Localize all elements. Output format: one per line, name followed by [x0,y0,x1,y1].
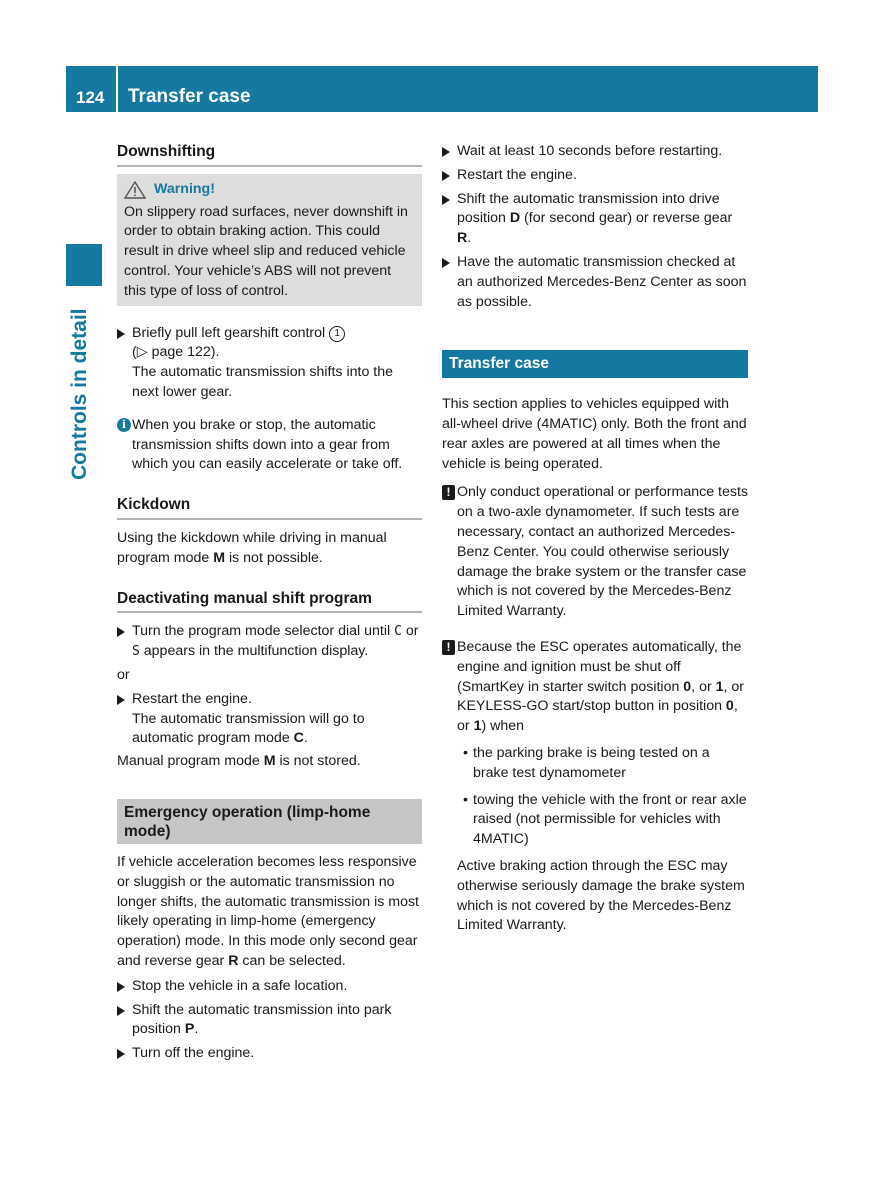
page-title: Transfer case [128,86,251,107]
deactivating-step-2: Restart the engine. The automatic transmission will go to automatic program mode C. [117,690,422,749]
downshifting-heading: Downshifting [117,142,422,167]
esc-closing-text: Active braking action through the ESC may otherwise seriously damage the brake system which is not covered by the Mercedes-Benz Limited Warranty. [457,857,745,934]
step-arrow-icon [117,982,125,992]
display-letter-c: C [394,624,402,640]
exclamation-icon: ! [442,485,455,500]
step-arrow-icon [117,627,125,637]
restart-step-2: Restart the engine. [442,166,748,186]
warning-box [117,174,422,306]
info-note-text: When you brake or stop, the automatic transmission shifts down into a gear from which you can easily accelerate or take off. [132,416,403,473]
warning-title [124,180,415,200]
exclamation-icon: ! [442,640,455,655]
restart-step-3: Shift the automatic transmission into drive position D (for second gear) or reverse gear R. [442,190,748,249]
info-note [117,416,422,475]
warning-text: On slippery road surfaces, never downshift in order to obtain braking action. This could result in drive wheel slip and reduced vehicle control. Your vehicle’s ABS will not prevent this type of loss of control. [124,203,408,299]
display-letter-s: S [132,644,140,660]
kickdown-heading: Kickdown [117,495,422,520]
left-column [117,142,422,1064]
step-arrow-icon [117,695,125,705]
list-item: • the parking brake is being tested on a brake test dynamometer [463,744,710,781]
right-column [442,142,748,936]
step-arrow-icon [117,1049,125,1059]
deactivating-step-1: Turn the program mode selector dial until C or S appears in the multifunction display. [117,622,422,662]
page-header [66,66,818,112]
emergency-text: If vehicle acceleration becomes less responsive or sluggish or the automatic transmission no longer shifts, the automatic transmission is most likely operating in limp-home (emergency operation) mode. In this mode only second gear and reverse gear R can be selected. [117,853,419,969]
caution-note-1: ! Only conduct operational or performance tests on a two-axle dynamometer. If such tests are necessary, contact an authorized Mercedes-Benz Center. You could otherwise seriously damage the brake system or the transfer case which is not covered by the Mercedes-Benz Limited Warranty. [442,483,748,622]
emergency-step-2: Shift the automatic transmission into park position P. [117,1001,422,1041]
bullet-dot-icon: • [463,791,468,808]
step-arrow-icon [442,147,450,157]
warning-triangle-icon [124,181,146,199]
step-arrow-icon [117,1006,125,1016]
transfer-case-heading: Transfer case [442,350,748,378]
kickdown-text: Using the kickdown while driving in manual program mode M is not possible. [117,529,387,566]
restart-step-4: Have the automatic transmission checked at an authorized Mercedes-Benz Center as soon as possible. [442,253,748,312]
callout-1-icon: 1 [329,326,345,342]
deactivating-heading: Deactivating manual shift program [117,589,422,614]
caution-note-2: ! Because the ESC operates automatically, the engine and ignition must be shut off (SmartKey in starter switch position 0, or 1, or KEYLESS-GO start/stop button in position 0, or 1) when [442,638,748,737]
section-side-label: Controls in detail [68,308,91,480]
emergency-step-3: Turn off the engine. [117,1044,422,1064]
header-divider [116,66,118,112]
page-reference-link[interactable]: (▷ page 122). [132,344,220,361]
step-arrow-icon [442,195,450,205]
bullet-list [442,744,748,936]
restart-step-1: Wait at least 10 seconds before restarting. [442,142,748,162]
bullet-dot-icon: • [463,744,468,761]
emergency-heading: Emergency operation (limp-home mode) [117,799,422,844]
downshift-step-result: The automatic transmission shifts into the next lower gear. [132,364,394,400]
page-number: 124 [76,88,105,107]
warning-title-text: Warning! [154,180,215,197]
downshift-step [117,324,422,403]
info-icon: i [117,418,131,432]
step-arrow-icon [442,258,450,268]
emergency-step-1: Stop the vehicle in a safe location. [117,977,422,997]
step-arrow-icon [442,171,450,181]
step-arrow-icon [117,329,125,339]
list-item: • towing the vehicle with the front or rear axle raised (not permissible for vehicles with 4MATIC) [463,791,747,848]
manual-mode-note: Manual program mode M is not stored. [117,753,361,770]
downshift-step-line1: Briefly pull left gearshift control [132,324,326,341]
transfer-intro: This section applies to vehicles equipped with all-wheel drive (4MATIC) only. Both the front and rear axles are powered at all times when the vehicle is being operated. [442,396,747,472]
or-text: or [117,666,130,683]
section-tab-marker [66,244,102,286]
